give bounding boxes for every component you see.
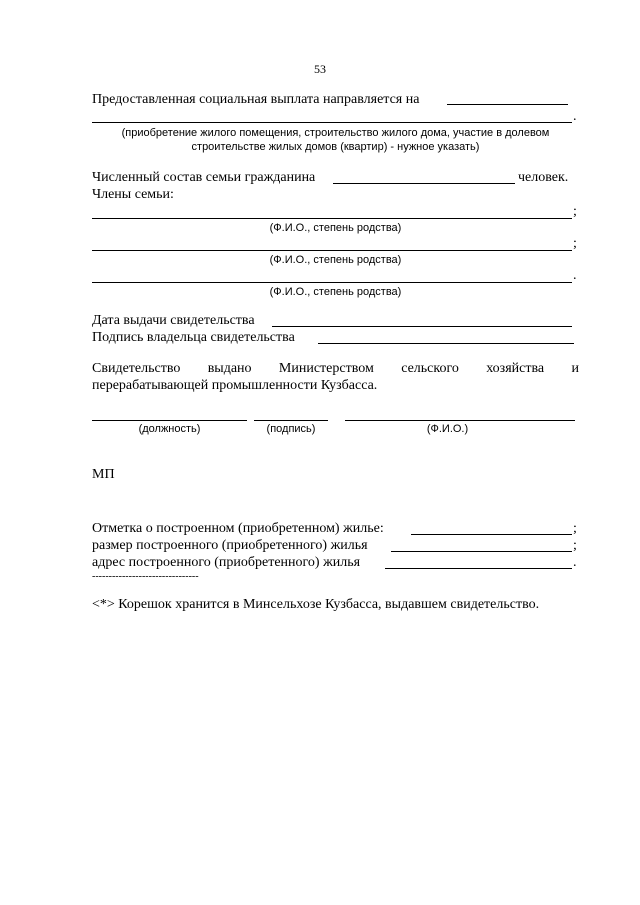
family-member-3-punct: .: [573, 268, 577, 283]
family-size-label: Численный состав семьи гражданина: [92, 170, 316, 185]
footnote-text: <*> Корешок хранится в Минсельхозе Кузбасса, выдавшем свидетельство.: [92, 597, 540, 612]
position-caption: (должность): [138, 423, 201, 435]
issued-by-word: Министерством: [278, 361, 374, 376]
issued-by-line1: [92, 361, 579, 377]
position-field[interactable]: [92, 420, 247, 421]
family-member-2-punct: ;: [573, 236, 577, 251]
name-caption: (Ф.И.О.): [426, 423, 469, 435]
issued-by-word: хозяйства: [486, 361, 545, 376]
owner-signature-field[interactable]: [318, 343, 574, 344]
issue-date-label: Дата выдачи свидетельства: [92, 313, 255, 328]
payment-target-field[interactable]: [447, 104, 568, 105]
issued-by-line2: перерабатывающей промышленности Кузбасса.: [92, 378, 378, 393]
family-member-1-punct: ;: [573, 204, 577, 219]
stamp-mark: МП: [92, 467, 115, 482]
signature-field[interactable]: [254, 420, 328, 421]
housing-mark-label: Отметка о построенном (приобретенном) жилье:: [92, 521, 384, 536]
family-member-1-field[interactable]: [92, 218, 572, 219]
name-field[interactable]: [345, 420, 575, 421]
payment-target-field-continued[interactable]: [92, 122, 572, 123]
housing-address-field[interactable]: [385, 568, 572, 569]
family-members-label: Члены семьи:: [92, 187, 174, 202]
housing-mark-field[interactable]: [411, 534, 572, 535]
payment-hint-line2: строительстве жилых домов (квартир) - нужное указать): [191, 141, 480, 153]
housing-address-punct: .: [573, 555, 577, 570]
family-member-1-caption: (Ф.И.О., степень родства): [269, 222, 402, 234]
payment-hint-line1: (приобретение жилого помещения, строительство жилого дома, участие в долевом: [121, 127, 550, 139]
page-number: 53: [314, 62, 326, 76]
housing-mark-punct: ;: [573, 521, 577, 536]
family-member-2-caption: (Ф.И.О., степень родства): [269, 254, 402, 266]
issued-by-word: сельского: [401, 361, 459, 376]
issued-by-word: Свидетельство: [92, 361, 181, 376]
family-size-field[interactable]: [333, 183, 515, 184]
housing-size-punct: ;: [573, 538, 577, 553]
housing-size-label: размер построенного (приобретенного) жилья: [92, 538, 368, 553]
family-member-2-field[interactable]: [92, 250, 572, 251]
payment-end-punct: .: [573, 109, 577, 124]
payment-label: Предоставленная социальная выплата направляется на: [92, 92, 420, 107]
family-member-3-caption: (Ф.И.О., степень родства): [269, 286, 402, 298]
footnote-separator: --------------------------------: [92, 571, 199, 582]
signature-caption: (подпись): [266, 423, 316, 435]
family-member-3-field[interactable]: [92, 282, 572, 283]
housing-address-label: адрес построенного (приобретенного) жилья: [92, 555, 361, 570]
issue-date-field[interactable]: [272, 326, 572, 327]
issued-by-word: и: [571, 361, 579, 376]
owner-signature-label: Подпись владельца свидетельства: [92, 330, 295, 345]
housing-size-field[interactable]: [391, 551, 572, 552]
issued-by-word: выдано: [207, 361, 252, 376]
family-size-unit: человек.: [518, 170, 569, 185]
